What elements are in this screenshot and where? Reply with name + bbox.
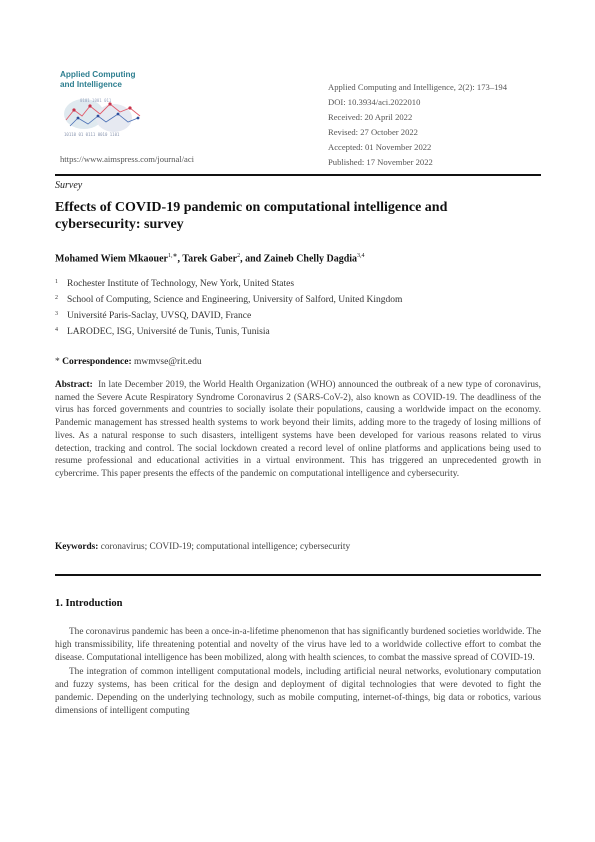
journal-logo-line-2: and Intelligence [60, 80, 122, 89]
affiliation-item [55, 276, 535, 292]
affiliation-text: School of Computing, Science and Engineering, University of Salford, United Kingdom [67, 295, 403, 305]
svg-text:0101 1001 011: 0101 1001 011 [80, 98, 112, 103]
received-date: Received: 20 April 2022 [328, 112, 413, 122]
journal-url[interactable]: https://www.aimspress.com/journal/aci [60, 154, 195, 164]
affiliation-item [55, 308, 535, 324]
affiliation-number: 1 [55, 279, 58, 285]
affiliation-number: 3 [55, 311, 58, 317]
article-metadata [328, 80, 558, 170]
keywords [55, 542, 350, 552]
affiliation-number: 2 [55, 295, 58, 301]
body-paragraph: The coronavirus pandemic has been a once-in-a-lifetime phenomenon that has significantly burdened societies worldwide. The high transmissibility, life threatening potential and novelty of the virus have led to a worldwide collective effort to combat the disease. Computational intelligence has been mobilized, along with health sciences, to combat the massive spread of COVID-19. [55, 627, 542, 663]
affiliation-item [55, 324, 535, 340]
abstract-divider [55, 574, 541, 576]
affiliation-text: Université Paris-Saclay, UVSQ, DAVID, France [67, 311, 252, 321]
revised-date: Revised: 27 October 2022 [328, 127, 418, 137]
correspondence [55, 357, 202, 367]
abstract-text: In late December 2019, the World Health Organization (WHO) announced the outbreak of a new type of coronavirus, named the Severe Acute Respiratory Syndrome Coronavirus 2 (SARS-CoV-2), also known as COVID-19. The deadliness of the virus has forced governments and countries to socially isolate their populations, causing a worldwide impact on the economy. Pandemic management has stressed health systems to work beyond their limits, adding more to the tragedy of losing millions of lives. As a natural response to such disasters, intelligent systems have been developed for various reasons related to virus detection, tracking and control. The social lockdown created a record level of online platforms and applications being used to resume professional and educational activities in a virtual environment. This has triggered an unprecedented growth in cybercrime. This paper presents the effects of the pandemic on computational intelligence and cybersecurity. [55, 380, 542, 479]
correspondence-marker: * [55, 357, 60, 367]
section-heading-introduction: 1. Introduction [55, 598, 123, 609]
author-affiliation-marker: 1,∗ [167, 253, 178, 259]
correspondence-email[interactable]: mwmvse@rit.edu [133, 357, 202, 367]
article-title: Effects of COVID-19 pandemic on computational intelligence and cybersecurity: survey [55, 200, 448, 232]
author-name: Tarek Gaber [182, 253, 238, 265]
correspondence-label: Correspondence: [62, 357, 132, 367]
affiliation-text: Rochester Institute of Technology, New York, United States [67, 279, 295, 289]
author-name: Mohamed Wiem Mkaouer [55, 253, 168, 265]
svg-text:10110 01 0111 0010 1101: 10110 01 0111 0010 1101 [64, 132, 120, 137]
author-name: Zaineb Chelly Dagdia [263, 253, 358, 265]
introduction-body [55, 626, 541, 720]
affiliation-list [55, 276, 535, 340]
doi[interactable]: DOI: 10.3934/aci.2022010 [328, 97, 421, 107]
journal-logo-line-1: Applied Computing [60, 70, 136, 79]
abstract [55, 379, 541, 481]
affiliation-number: 4 [55, 327, 58, 333]
keywords-label: Keywords: [55, 542, 99, 552]
citation: Applied Computing and Intelligence, 2(2): 173–194 [328, 82, 508, 92]
author-separator: , and [240, 253, 264, 265]
author-list [55, 252, 365, 264]
author-separator: , [177, 253, 183, 265]
body-paragraph: The integration of common intelligent computational models, including artificial neural networks, evolutionary computation and fuzzy systems, has been critical for the design and deployment of digital technologies that were devoted to fight the pandemic. Depending on the underlying technology, such as mobile computing, internet-of-things, big data or robotics, various dimensions of intelligent computing [55, 667, 541, 716]
abstract-label: Abstract: [55, 380, 93, 390]
author-affiliation-marker: 3,4 [357, 253, 365, 259]
affiliation-item [55, 292, 535, 308]
header-divider [55, 174, 541, 176]
affiliation-text: LARODEC, ISG, Université de Tunis, Tunis, Tunisia [67, 327, 270, 337]
published-date: Published: 17 November 2022 [328, 157, 433, 167]
accepted-date: Accepted: 01 November 2022 [328, 142, 432, 152]
keywords-text: coronavirus; COVID-19; computational intelligence; cybersecurity [100, 542, 351, 552]
author-affiliation-marker: 2 [237, 253, 241, 259]
journal-logo-graphic [60, 92, 152, 142]
article-type: Survey [55, 180, 83, 191]
journal-logo [60, 70, 156, 148]
